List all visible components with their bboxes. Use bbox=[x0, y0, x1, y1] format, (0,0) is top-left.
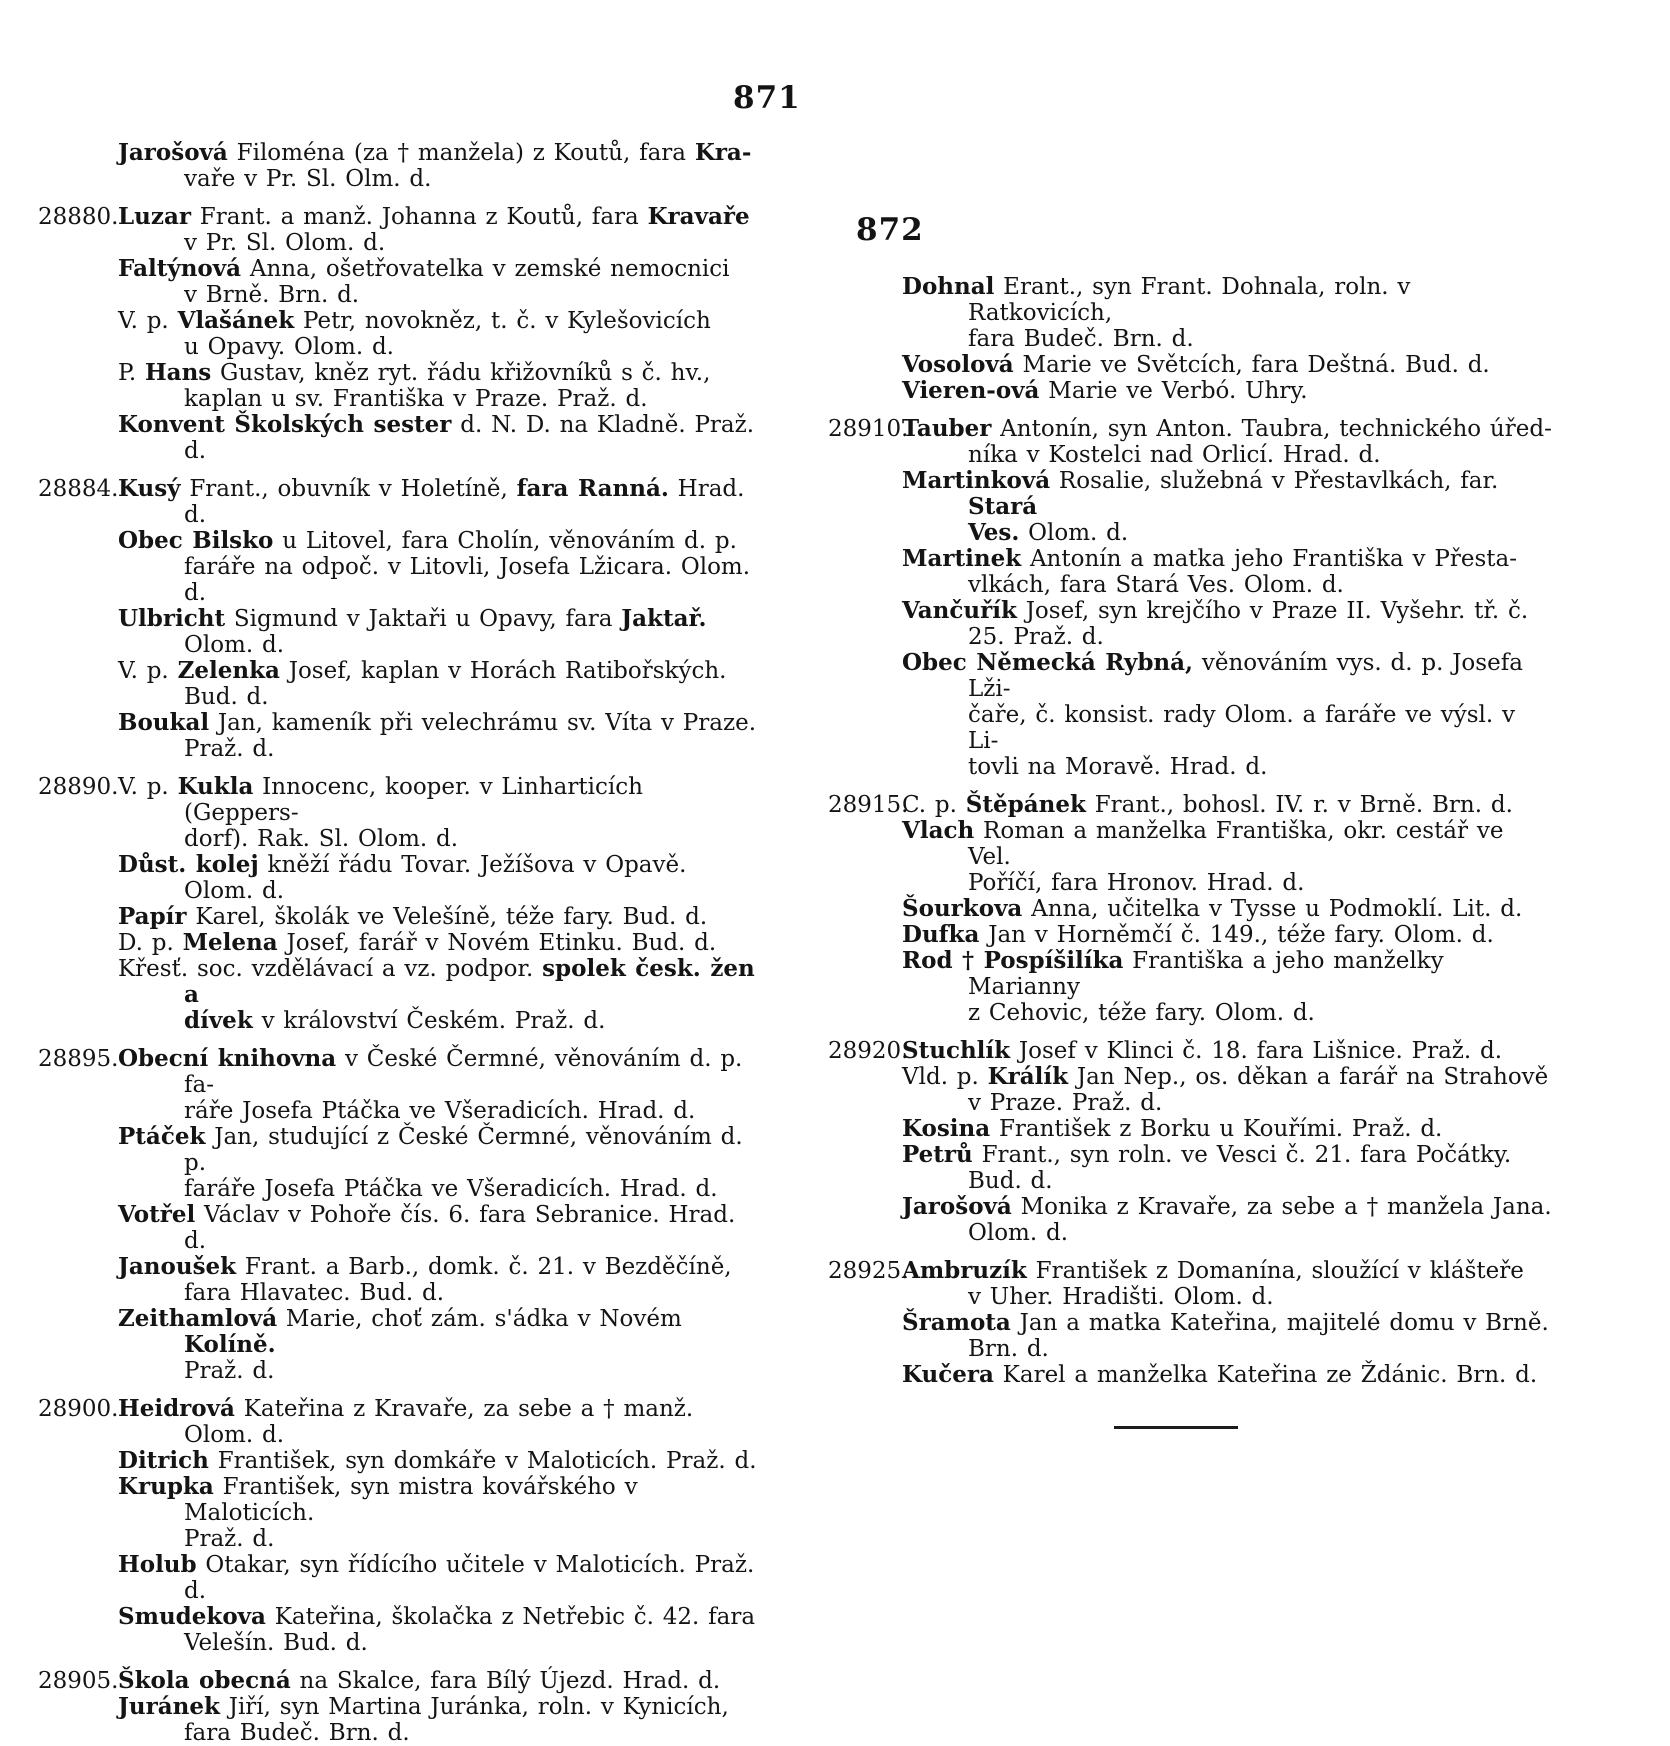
entry-bold-name: Kučera bbox=[902, 1361, 994, 1388]
entry-number: 28884. bbox=[38, 476, 119, 502]
entry-number: 28905. bbox=[38, 1668, 119, 1694]
entry-bold-name: Smudekova bbox=[118, 1603, 266, 1630]
entry-paragraph: V. p. Kukla Innocenc, kooper. v Linharticích (Geppers- dorf). Rak. Sl. Olom. d. bbox=[118, 773, 643, 852]
entry-paragraph: Zeithamlová Marie, choť zám. s'ádka v Novém Kolíně. Praž. d. bbox=[118, 1305, 682, 1384]
entry-paragraph: Vančuřík Josef, syn krejčího v Praze II. Vyšehr. tř. č. 25. Praž. d. bbox=[902, 597, 1529, 650]
entry-paragraph: Vld. p. Králík Jan Nep., os. děkan a farář na Strahově v Praze. Praž. d. bbox=[902, 1063, 1549, 1116]
entry-group bbox=[38, 476, 764, 762]
entry-paragraph: Konvent Školských sester d. N. D. na Kladně. Praž. d. bbox=[118, 411, 755, 464]
entry-paragraph: Boukal Jan, kameník při velechrámu sv. Víta v Praze. Praž. d. bbox=[118, 709, 757, 762]
entry-bold-name: Ptáček bbox=[118, 1123, 206, 1150]
entry-paragraph-list bbox=[118, 204, 764, 464]
entry-bold-name: Zeithamlová bbox=[118, 1305, 278, 1332]
page-number-left: 871 bbox=[733, 80, 801, 116]
entry-group bbox=[38, 1396, 764, 1656]
entry-bold-name: Ambruzík bbox=[902, 1257, 1027, 1284]
entry-bold-name: Dufka bbox=[902, 921, 980, 948]
entry-paragraph: Ulbricht Sigmund v Jaktaři u Opavy, fara Jaktař. Olom. d. bbox=[118, 605, 707, 658]
entry-paragraph: Obec Německá Rybná, věnováním vys. d. p. Josefa Lži- čaře, č. konsist. rady Olom. a faráře ve výsl. v Li- tovli na Moravě. Hrad. d. bbox=[902, 649, 1523, 780]
entry-paragraph-list bbox=[902, 1038, 1552, 1246]
entry-bold-name: Kolíně. bbox=[184, 1331, 276, 1358]
entry-paragraph-list bbox=[902, 1258, 1552, 1388]
entry-bold-name: Martinková bbox=[902, 467, 1051, 494]
entry-bold-name: Kravaře bbox=[647, 203, 750, 230]
entry-paragraph: Obecní knihovna v České Čermné, věnováním d. p. fa- ráře Josefa Ptáčka ve Všeradicích. Hrad. d. bbox=[118, 1045, 743, 1124]
entry-paragraph: Jarošová Filoména (za † manžela) z Koutů, fara Kra- vaře v Pr. Sl. Olm. d. bbox=[118, 139, 752, 192]
column-left bbox=[38, 140, 764, 1746]
entry-paragraph: Smudekova Kateřina, školačka z Netřebic č. 42. fara Velešín. Bud. d. bbox=[118, 1603, 756, 1656]
entry-paragraph: Vosolová Marie ve Světcích, fara Deštná. Bud. d. bbox=[902, 351, 1490, 378]
entry-bold-name: Papír bbox=[118, 903, 187, 930]
entry-paragraph-list bbox=[118, 140, 764, 192]
entry-paragraph: Heidrová Kateřina z Kravaře, za sebe a † manž. Olom. d. bbox=[118, 1395, 694, 1448]
entry-paragraph: Vieren-ová Marie ve Verbó. Uhry. bbox=[902, 377, 1308, 404]
entry-bold-name: Štěpánek bbox=[965, 791, 1086, 818]
entry-bold-name: fara Ranná. bbox=[516, 475, 669, 502]
entry-paragraph: Papír Karel, školák ve Velešíně, téže fary. Bud. d. bbox=[118, 903, 708, 930]
entry-group bbox=[38, 140, 764, 192]
entry-bold-name: Králík bbox=[987, 1063, 1069, 1090]
entry-bold-name: Šramota bbox=[902, 1309, 1011, 1336]
entry-bold-name: Martinek bbox=[902, 545, 1022, 572]
entry-bold-name: Jaktař. bbox=[621, 605, 707, 632]
entry-bold-name: Krupka bbox=[118, 1473, 214, 1500]
entry-paragraph-list bbox=[118, 1046, 764, 1384]
entry-bold-name: Ditrich bbox=[118, 1447, 209, 1474]
entry-number: 28895. bbox=[38, 1046, 119, 1072]
entry-bold-name: Ulbricht bbox=[118, 605, 226, 632]
entry-paragraph: Křesť. soc. vzdělávací a vz. podpor. spolek česk. žen a dívek v království Českém. Praž. d. bbox=[118, 955, 755, 1034]
entry-bold-name: Tauber bbox=[902, 415, 992, 442]
separator-rule bbox=[1114, 1426, 1238, 1429]
entry-bold-name: Zelenka bbox=[177, 657, 280, 684]
entry-paragraph: D. p. Melena Josef, farář v Novém Etinku. Bud. d. bbox=[118, 929, 717, 956]
entry-paragraph: Kusý Frant., obuvník v Holetíně, fara Ranná. Hrad. d. bbox=[118, 475, 745, 528]
entry-paragraph: Kosina František z Borku u Kouřími. Praž. d. bbox=[902, 1115, 1443, 1142]
entry-bold-name: Kusý bbox=[118, 475, 181, 502]
entry-bold-name: Dohnal bbox=[902, 273, 995, 300]
entry-number: 28900. bbox=[38, 1396, 119, 1422]
entry-paragraph: Petrů Frant., syn roln. ve Vesci č. 21. fara Počátky. Bud. d. bbox=[902, 1141, 1512, 1194]
entry-paragraph: Obec Bilsko u Litovel, fara Cholín, věnováním d. p. faráře na odpoč. v Litovli, Josefa Lžicara. Olom. d. bbox=[118, 527, 751, 606]
entry-number: 28890. bbox=[38, 774, 119, 800]
entry-paragraph: Juránek Jiří, syn Martina Juránka, roln. v Kynicích, fara Budeč. Brn. d. bbox=[118, 1693, 729, 1746]
entry-paragraph: Šramota Jan a matka Kateřina, majitelé domu v Brně. Brn. d. bbox=[902, 1309, 1549, 1362]
entry-bold-name: Jarošová bbox=[118, 139, 228, 166]
entry-bold-name: Juránek bbox=[118, 1693, 220, 1720]
entry-bold-name: Rod † Pospíšilíka bbox=[902, 947, 1124, 974]
entry-bold-name: dívek bbox=[184, 1007, 253, 1034]
entry-paragraph: Ditrich František, syn domkáře v Maloticích. Praž. d. bbox=[118, 1447, 757, 1474]
entry-number: 28910. bbox=[828, 416, 909, 442]
entry-bold-name: Důst. kolej bbox=[118, 851, 259, 878]
entry-paragraph-list bbox=[118, 774, 764, 1034]
entry-bold-name: Vlach bbox=[902, 817, 975, 844]
left-entry-list bbox=[38, 140, 764, 1746]
entry-paragraph: Šourkova Anna, učitelka v Tysse u Podmoklí. Lit. d. bbox=[902, 895, 1523, 922]
entry-paragraph: Janoušek Frant. a Barb., domk. č. 21. v Bezděčíně, fara Hlavatec. Bud. d. bbox=[118, 1253, 732, 1306]
entry-bold-name: Petrů bbox=[902, 1141, 973, 1168]
entry-paragraph: C. p. Štěpánek Frant., bohosl. IV. r. v Brně. Brn. d. bbox=[902, 791, 1513, 818]
entry-paragraph: V. p. Vlašánek Petr, novokněz, t. č. v Kylešovicích u Opavy. Olom. d. bbox=[118, 307, 711, 360]
entry-paragraph: Ambruzík František z Domanína, sloužící v klášteře v Uher. Hradišti. Olom. d. bbox=[902, 1257, 1524, 1310]
entry-number bbox=[828, 274, 902, 404]
entry-paragraph: Krupka František, syn mistra kovářského v Maloticích. Praž. d. bbox=[118, 1473, 638, 1552]
entry-paragraph: Jarošová Monika z Kravaře, za sebe a † manžela Jana. Olom. d. bbox=[902, 1193, 1552, 1246]
entry-paragraph: Luzar Frant. a manž. Johanna z Koutů, fara Kravaře v Pr. Sl. Olom. d. bbox=[118, 203, 750, 256]
entry-group bbox=[828, 416, 1552, 780]
entry-bold-name: Stará bbox=[968, 493, 1038, 520]
column-right bbox=[828, 274, 1552, 1429]
entry-bold-name: Obec Bilsko bbox=[118, 527, 274, 554]
entry-paragraph: Kučera Karel a manželka Kateřina ze Ždánic. Brn. d. bbox=[902, 1361, 1538, 1388]
entry-paragraph: Rod † Pospíšilíka Františka a jeho manželky Marianny z Cehovic, téže fary. Olom. d. bbox=[902, 947, 1444, 1026]
entry-bold-name: Votřel bbox=[118, 1201, 196, 1228]
entry-group bbox=[828, 1258, 1552, 1388]
entry-paragraph: Vlach Roman a manželka Františka, okr. cestář ve Vel. Poříčí, fara Hronov. Hrad. d. bbox=[902, 817, 1504, 896]
entry-bold-name: Boukal bbox=[118, 709, 210, 736]
entry-paragraph: Tauber Antonín, syn Anton. Taubra, technického úřed- níka v Kostelci nad Orlicí. Hrad. d. bbox=[902, 415, 1552, 468]
entry-paragraph: Votřel Václav v Pohoře čís. 6. fara Sebranice. Hrad. d. bbox=[118, 1201, 736, 1254]
entry-bold-name: Ves. bbox=[968, 519, 1020, 546]
entry-bold-name: Hans bbox=[144, 359, 212, 386]
entry-group bbox=[38, 1668, 764, 1746]
entry-paragraph-list bbox=[118, 1396, 764, 1656]
entry-bold-name: Vosolová bbox=[902, 351, 1014, 378]
entry-bold-name: Škola obecná bbox=[118, 1667, 291, 1694]
entry-number: 28925. bbox=[828, 1258, 909, 1284]
entry-paragraph: P. Hans Gustav, kněz ryt. řádu křižovníků s č. hv., kaplan u sv. Františka v Praze. Praž. d. bbox=[118, 359, 711, 412]
entry-paragraph: Důst. kolej kněží řádu Tovar. Ježíšova v Opavě. Olom. d. bbox=[118, 851, 687, 904]
entry-bold-name: Šourkova bbox=[902, 895, 1023, 922]
entry-bold-name: Melena bbox=[182, 929, 278, 956]
entry-group bbox=[828, 792, 1552, 1026]
entry-paragraph: Dohnal Erant., syn Frant. Dohnala, roln. v Ratkovicích, fara Budeč. Brn. d. bbox=[902, 273, 1411, 352]
entry-paragraph: Holub Otakar, syn řídícího učitele v Maloticích. Praž. d. bbox=[118, 1551, 755, 1604]
entry-group bbox=[38, 774, 764, 1034]
entry-paragraph: Dufka Jan v Horněmčí č. 149., téže fary. Olom. d. bbox=[902, 921, 1494, 948]
entry-paragraph: Faltýnová Anna, ošetřovatelka v zemské nemocnici v Brně. Brn. d. bbox=[118, 255, 730, 308]
entry-number bbox=[38, 140, 118, 192]
entry-bold-name: Vieren-ová bbox=[902, 377, 1040, 404]
right-entry-list bbox=[828, 274, 1552, 1388]
entry-group bbox=[38, 204, 764, 464]
entry-bold-name: spolek česk. žen a bbox=[184, 955, 755, 1008]
entry-bold-name: Kra- bbox=[694, 139, 752, 166]
entry-bold-name: Holub bbox=[118, 1551, 197, 1578]
entry-paragraph: Martinek Antonín a matka jeho Františka v Přesta- vlkách, fara Stará Ves. Olom. d. bbox=[902, 545, 1517, 598]
entry-bold-name: Jarošová bbox=[902, 1193, 1012, 1220]
entry-paragraph: V. p. Zelenka Josef, kaplan v Horách Ratibořských. Bud. d. bbox=[118, 657, 727, 710]
entry-paragraph-list bbox=[902, 274, 1552, 404]
entry-group bbox=[828, 1038, 1552, 1246]
entry-paragraph: Stuchlík Josef v Klinci č. 18. fara Lišnice. Praž. d. bbox=[902, 1037, 1503, 1064]
entry-bold-name: Obec Německá Rybná, bbox=[902, 649, 1194, 676]
entry-group bbox=[38, 1046, 764, 1384]
entry-bold-name: Konvent Školských sester bbox=[118, 411, 452, 438]
entry-paragraph-list bbox=[118, 476, 764, 762]
entry-paragraph: Martinková Rosalie, služebná v Přestavlkách, far. Stará Ves. Olom. d. bbox=[902, 467, 1499, 546]
entry-paragraph-list bbox=[902, 416, 1552, 780]
entry-bold-name: Vlašánek bbox=[177, 307, 295, 334]
entry-number: 28920. bbox=[828, 1038, 909, 1064]
entry-bold-name: Kukla bbox=[177, 773, 254, 800]
entry-paragraph-list bbox=[118, 1668, 764, 1746]
entry-group bbox=[828, 274, 1552, 404]
entry-bold-name: Faltýnová bbox=[118, 255, 242, 282]
entry-number: 28880. bbox=[38, 204, 119, 230]
entry-bold-name: Obecní knihovna bbox=[118, 1045, 337, 1072]
entry-paragraph: Ptáček Jan, studující z České Čermné, věnováním d. p. faráře Josefa Ptáčka ve Všeradicích. Hrad. d. bbox=[118, 1123, 743, 1202]
entry-paragraph-list bbox=[902, 792, 1552, 1026]
entry-number: 28915. bbox=[828, 792, 909, 818]
entry-bold-name: Vančuřík bbox=[902, 597, 1017, 624]
entry-bold-name: Luzar bbox=[118, 203, 191, 230]
entry-bold-name: Kosina bbox=[902, 1115, 991, 1142]
entry-paragraph: Škola obecná na Skalce, fara Bílý Újezd. Hrad. d. bbox=[118, 1667, 721, 1694]
entry-bold-name: Janoušek bbox=[118, 1253, 237, 1280]
page-number-right: 872 bbox=[856, 212, 924, 248]
entry-bold-name: Stuchlík bbox=[902, 1037, 1011, 1064]
entry-bold-name: Heidrová bbox=[118, 1395, 235, 1422]
